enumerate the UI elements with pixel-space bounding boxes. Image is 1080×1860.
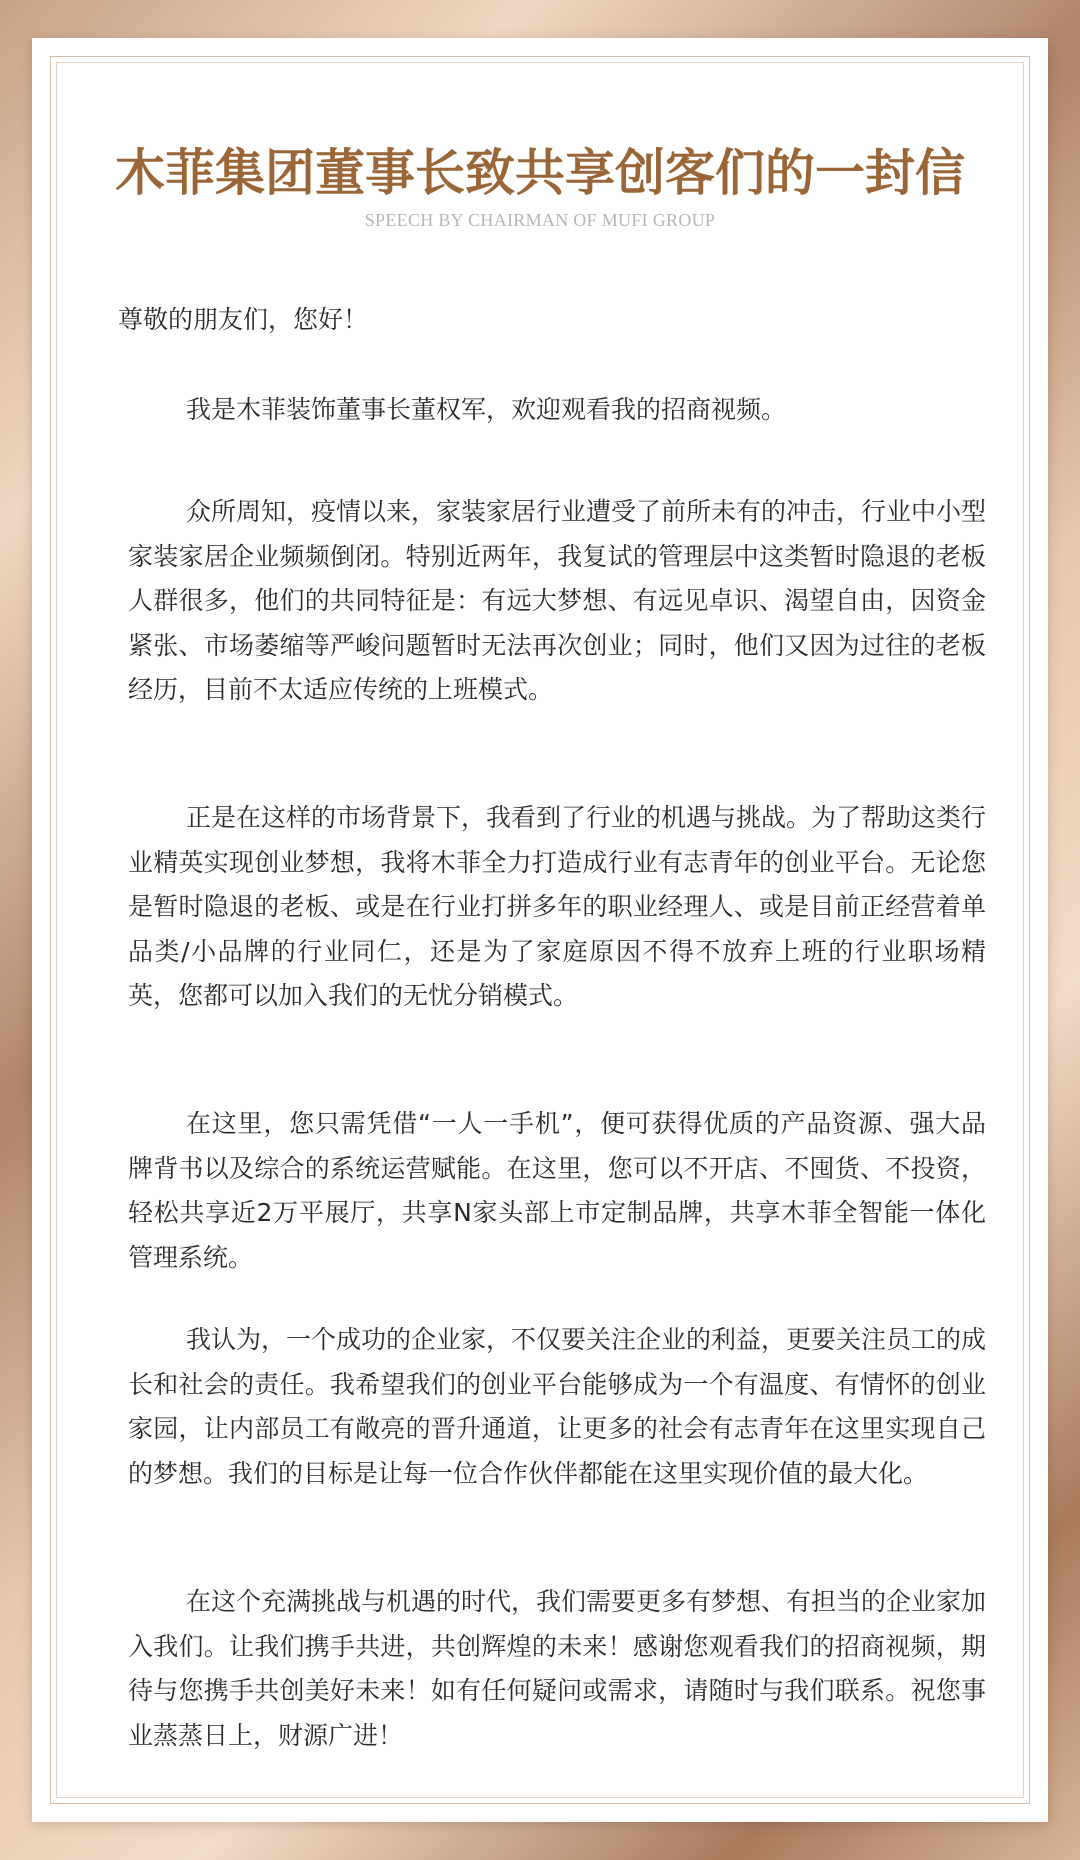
letter-title: 木菲集团董事长致共享创客们的一封信 — [115, 143, 965, 202]
letter-card — [32, 38, 1048, 1822]
paragraph-closing: 在这个充满挑战与机遇的时代，我们需要更多有梦想、有担当的企业家加入我们。让我们携手共进，共创辉煌的未来！感谢您观看我们的招商视频，期待与您携手共创美好未来！如有任何疑问或需求，请随时与我们联系。祝您事业蒸蒸日上，财源广进！ — [128, 1587, 987, 1750]
paragraph-resources: 在这里，您只需凭借“一人一手机”，便可获得优质的产品资源、强大品牌背书以及综合的系统运营赋能。在这里，您可以不开店、不囤货、不投资，轻松共享近2万平展厅，共享N家头部上市定制品牌，共享木菲全智能一体化管理系统。 — [128, 1109, 986, 1272]
paragraph-industry-background: 众所周知，疫情以来，家装家居行业遭受了前所未有的冲击，行业中小型家装家居企业频频倒闭。特别近两年，我复试的管理层中这类暂时隐退的老板人群很多，他们的共同特征是：有远大梦想、有远见卓识、渴望自由，因资金紧张、市场萎缩等严峻问题暂时无法再次创业；同时，他们又因为过往的老板经历，目前不太适应传统的上班模式。 — [128, 497, 987, 705]
paragraph-values: 我认为，一个成功的企业家，不仅要关注企业的利益，更要关注员工的成长和社会的责任。我希望我们的创业平台能够成为一个有温度、有情怀的创业家园，让内部员工有敞亮的晋升通道，让更多的社会有志青年在这里实现自己的梦想。我们的目标是让每一位合作伙伴都能在这里实现价值的最大化。 — [128, 1325, 987, 1488]
letter-greeting: 尊敬的朋友们，您好！ — [118, 305, 369, 334]
letter-subtitle: SPEECH BY CHAIRMAN OF MUFI GROUP — [364, 210, 716, 230]
paragraph-platform-vision: 正是在这样的市场背景下，我看到了行业的机遇与挑战。为了帮助这类行业精英实现创业梦想，我将木菲全力打造成行业有志青年的创业平台。无论您是暂时隐退的老板、或是在行业打拼多年的职业经理人、或是目前正经营着单品类/小品牌的行业同仁，还是为了家庭原因不得不放弃上班的行业职场精英，您都可以加入我们的无忧分销模式。 — [128, 803, 987, 1011]
paragraph-introduction: 我是木菲装饰董事长董权军，欢迎观看我的招商视频。 — [186, 395, 787, 424]
